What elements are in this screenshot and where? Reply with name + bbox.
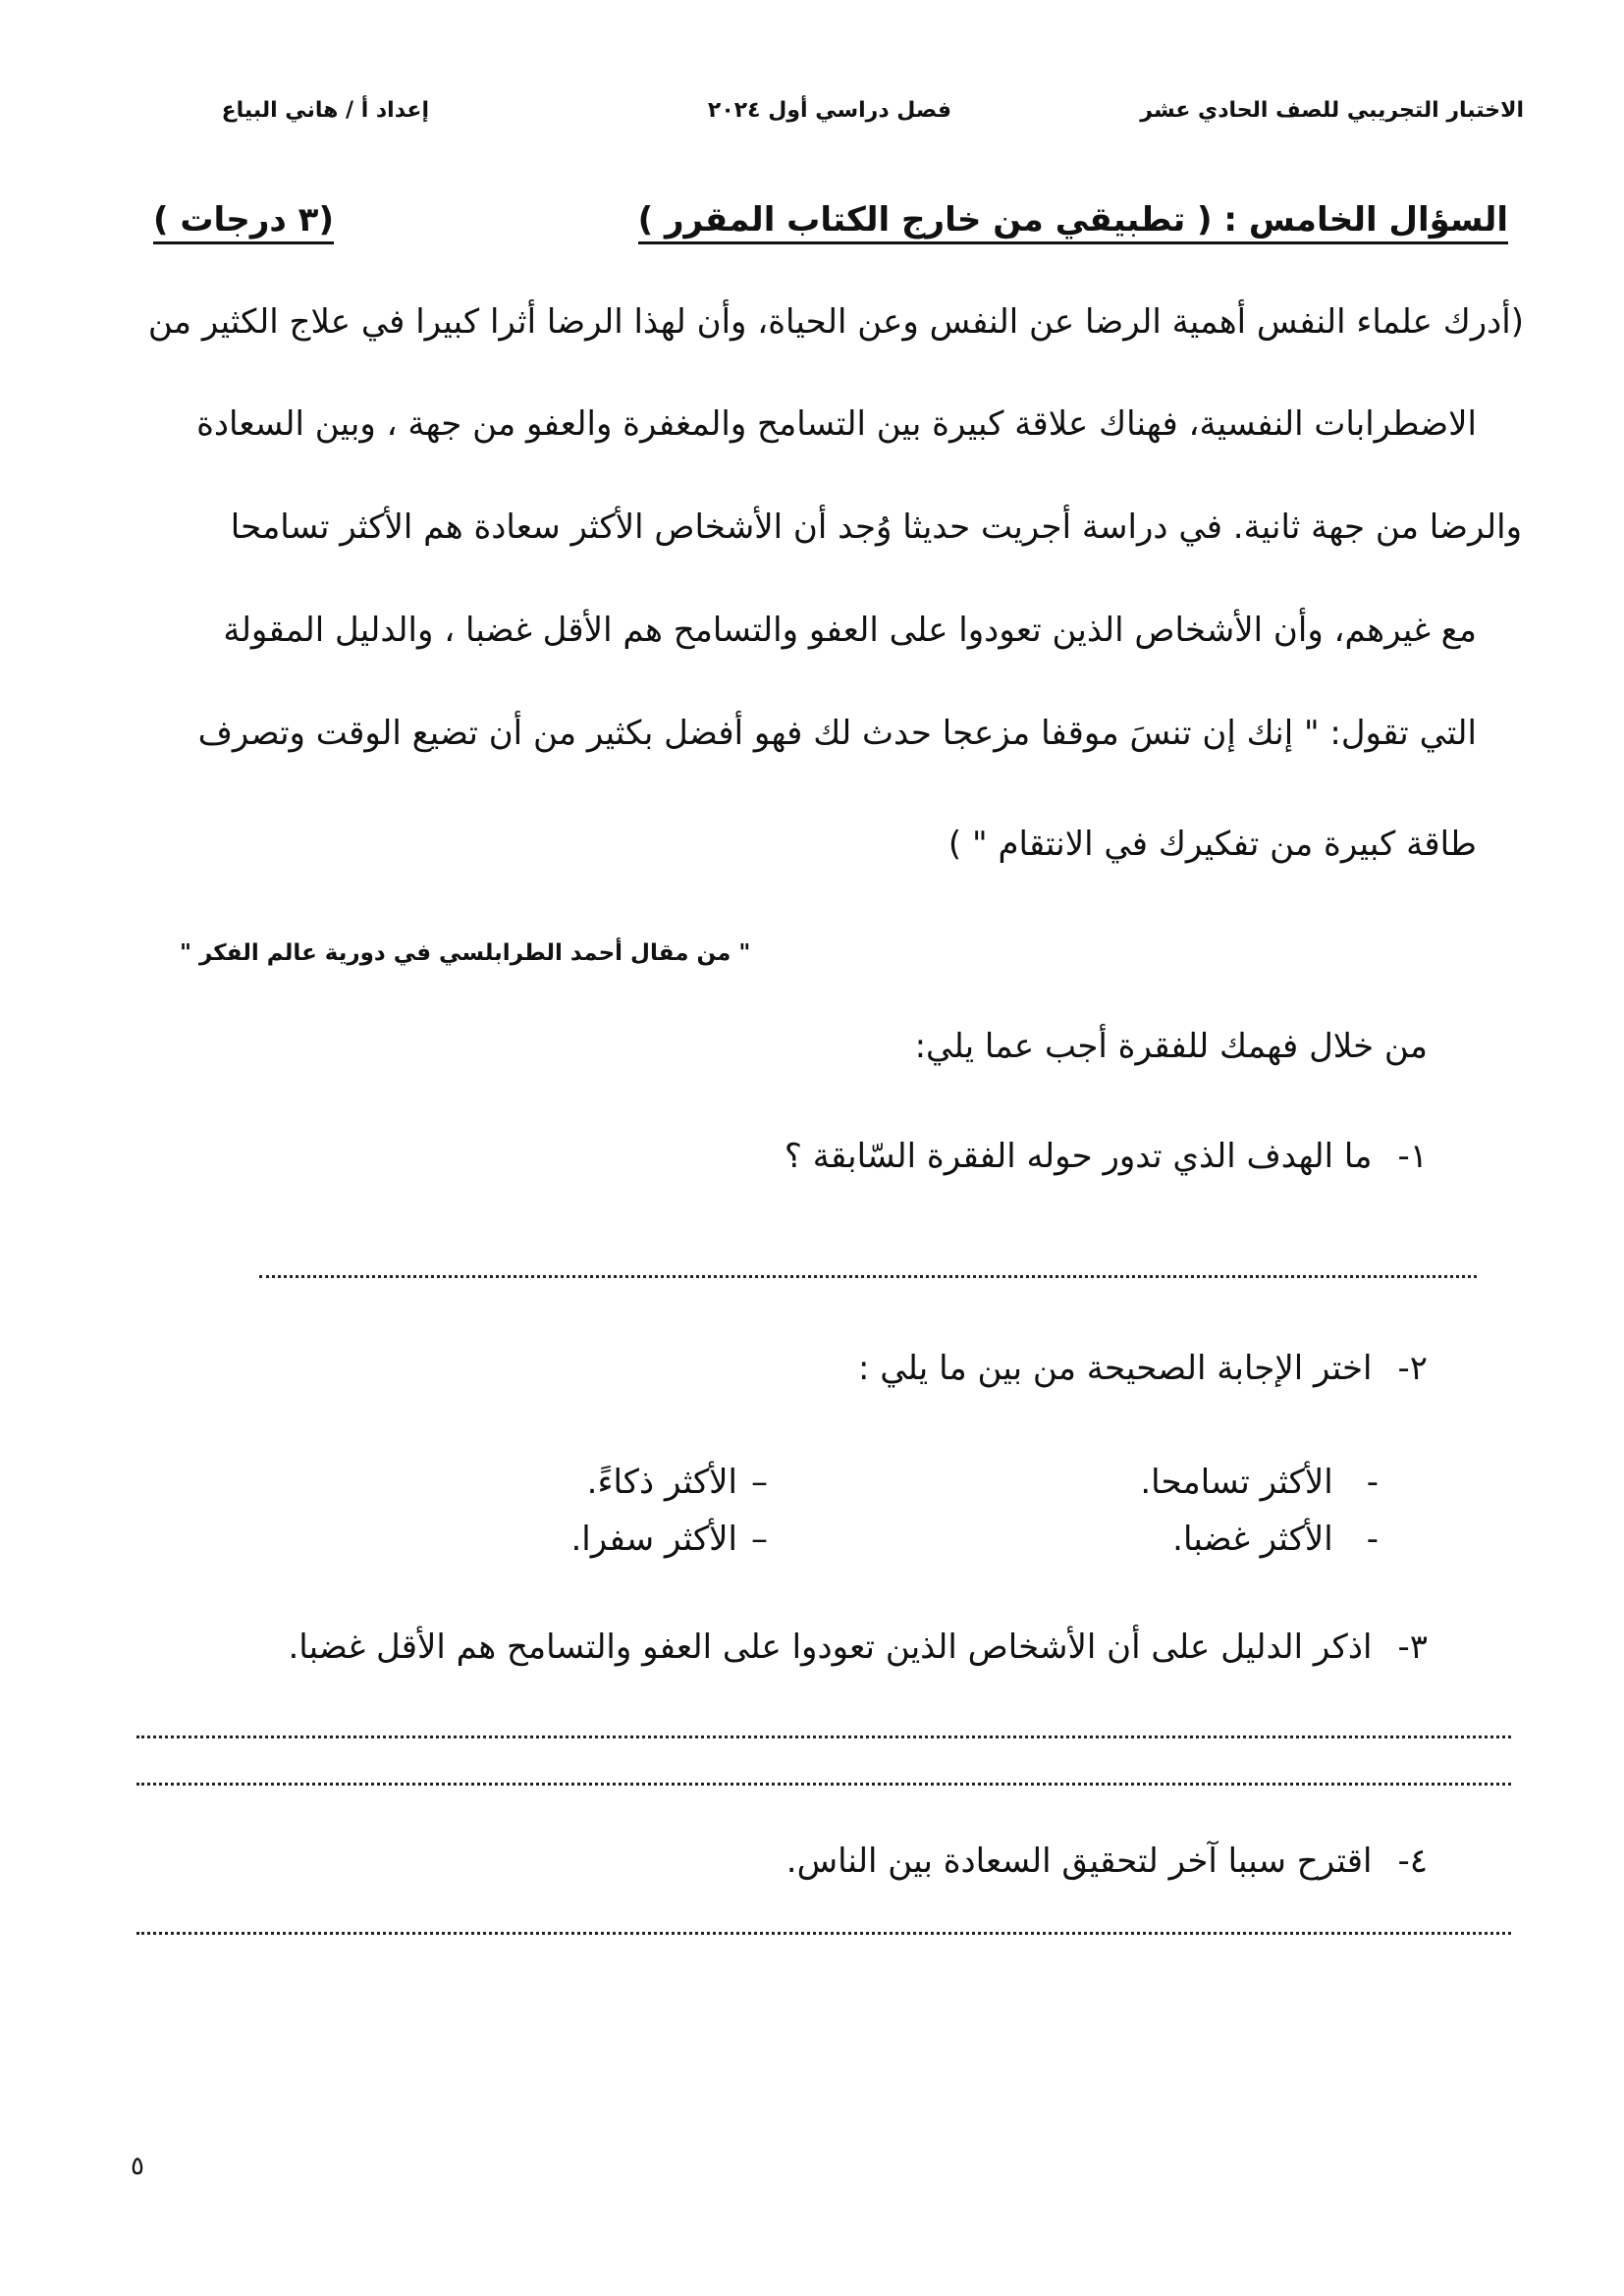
option-dash: - <box>1366 1463 1379 1502</box>
item-text: ما الهدف الذي تدور حوله الفقرة السّابقة ؟ <box>784 1137 1373 1176</box>
question-item <box>786 1842 1428 1881</box>
answer-line[interactable] <box>136 1932 1511 1935</box>
question-marks: (٣ درجات ) <box>153 200 334 244</box>
page-number: ٥ <box>131 2152 144 2181</box>
instruction: من خلال فهمك للفقرة أجب عما يلي: <box>914 1027 1428 1066</box>
passage-line: طاقة كبيرة من تفكيرك في الانتقام " ) <box>947 825 1477 864</box>
option-dash: – <box>751 1520 768 1559</box>
passage-line: مع غيرهم، وأن الأشخاص الذين تعودوا على العفو والتسامح هم الأقل غضبا ، والدليل المقولة <box>223 611 1477 650</box>
question-heading <box>153 200 1508 249</box>
answer-line[interactable] <box>136 1783 1511 1786</box>
item-text: اذكر الدليل على أن الأشخاص الذين تعودوا على العفو والتسامح هم الأقل غضبا. <box>288 1628 1373 1667</box>
author-label: إعداد أ / هاني البياع <box>221 98 429 123</box>
item-number: ٣- <box>1397 1628 1428 1667</box>
option-dash: - <box>1366 1520 1379 1559</box>
passage-line: والرضا من جهة ثانية. في دراسة أجريت حديثا وُجد أن الأشخاص الأكثر سعادة هم الأكثر تسامحا <box>230 507 1522 547</box>
option[interactable] <box>587 1463 768 1502</box>
option[interactable] <box>570 1520 768 1559</box>
answer-line[interactable] <box>136 1735 1511 1738</box>
option-text: الأكثر ذكاءً. <box>586 1463 737 1502</box>
option-text: الأكثر تسامحا. <box>1140 1463 1333 1502</box>
passage-line: (أدرك علماء النفس أهمية الرضا عن النفس وعن الحياة، وأن لهذا الرضا أثرا كبيرا في علاج الكثير من <box>147 302 1524 342</box>
option[interactable] <box>1140 1463 1379 1502</box>
passage-line: التي تقول: " إنك إن تنسَ موقفا مزعجا حدث لك فهو أفضل بكثير من أن تضيع الوقت وتصرف <box>197 714 1477 753</box>
question-item <box>288 1628 1428 1667</box>
item-text: اختر الإجابة الصحيحة من بين ما يلي : <box>857 1349 1373 1388</box>
item-number: ١- <box>1397 1137 1428 1176</box>
item-number: ٢- <box>1397 1349 1428 1388</box>
option[interactable] <box>1172 1520 1379 1559</box>
option-dash: – <box>751 1463 768 1502</box>
question-item <box>785 1137 1428 1176</box>
passage-source: " من مقال أحمد الطرابلسي في دورية عالم الفكر " <box>180 940 751 966</box>
question-item <box>858 1349 1428 1388</box>
question-title: السؤال الخامس : ( تطبيقي من خارج الكتاب المقرر ) <box>638 200 1508 244</box>
item-number: ٤- <box>1397 1842 1428 1881</box>
answer-line[interactable] <box>259 1275 1477 1278</box>
option-text: الأكثر سفرا. <box>570 1520 737 1559</box>
term-label: فصل دراسي أول ٢٠٢٤ <box>707 98 951 123</box>
passage-line: الاضطرابات النفسية، فهناك علاقة كبيرة بين التسامح والمغفرة والعفو من جهة ، وبين السعادة <box>196 404 1477 444</box>
item-text: اقترح سببا آخر لتحقيق السعادة بين الناس. <box>785 1842 1373 1881</box>
exam-title: الاختبار التجريبي للصف الحادي عشر <box>1140 98 1524 123</box>
option-text: الأكثر غضبا. <box>1172 1520 1333 1559</box>
